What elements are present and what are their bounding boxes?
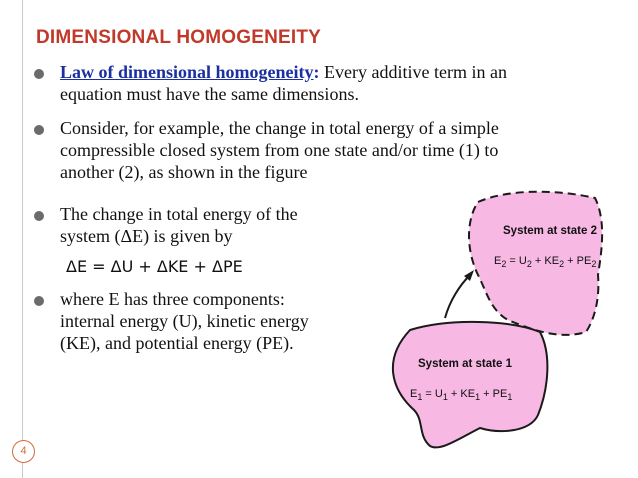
- bullet-line: another (2), as shown in the figure: [60, 162, 308, 182]
- bullet-consider: [60, 117, 499, 183]
- transition-arrow: [445, 275, 470, 318]
- state-2-label: System at state 2: [503, 225, 597, 237]
- state-1-boundary: [393, 322, 548, 448]
- bullet-line: (KE), and potential energy (PE).: [60, 333, 294, 353]
- energy-equation: ΔE = ΔU + ΔKE + ΔPE: [66, 257, 243, 276]
- bullet-line: system (ΔE) is given by: [60, 226, 233, 246]
- law-link[interactable]: Law of dimensional homogeneity: [60, 62, 314, 82]
- state-1-equation: $E_1 = U_1 + KE_1 + PE_1$: [410, 388, 513, 402]
- bullet-line: where E has three components:: [60, 289, 285, 309]
- page-number: 4: [12, 440, 35, 463]
- bullet-line: Consider, for example, the change in total energy of a simple: [60, 118, 499, 138]
- state-1-label: System at state 1: [418, 358, 512, 370]
- slide-left-rule: [22, 0, 23, 478]
- bullet-line: internal energy (U), kinetic energy: [60, 311, 309, 331]
- slide-title: DIMENSIONAL HOMOGENEITY: [36, 27, 322, 48]
- law-colon: :: [313, 62, 320, 82]
- bullet-law-of-homogeneity: [60, 61, 507, 105]
- bullet-components: [60, 288, 309, 354]
- bullet-line: compressible closed system from one state and/or time (1) to: [60, 140, 499, 160]
- law-text: Every additive term in an: [319, 62, 507, 82]
- bullet-line: equation must have the same dimensions.: [60, 84, 359, 104]
- bullet-change-in-energy: [60, 203, 298, 247]
- bullet-line: [60, 61, 507, 83]
- system-states-figure: [370, 180, 620, 465]
- bullet-line: The change in total energy of the: [60, 204, 298, 224]
- state-2-equation: $E_2 = U_2 + KE_2 + PE_2$: [494, 255, 597, 269]
